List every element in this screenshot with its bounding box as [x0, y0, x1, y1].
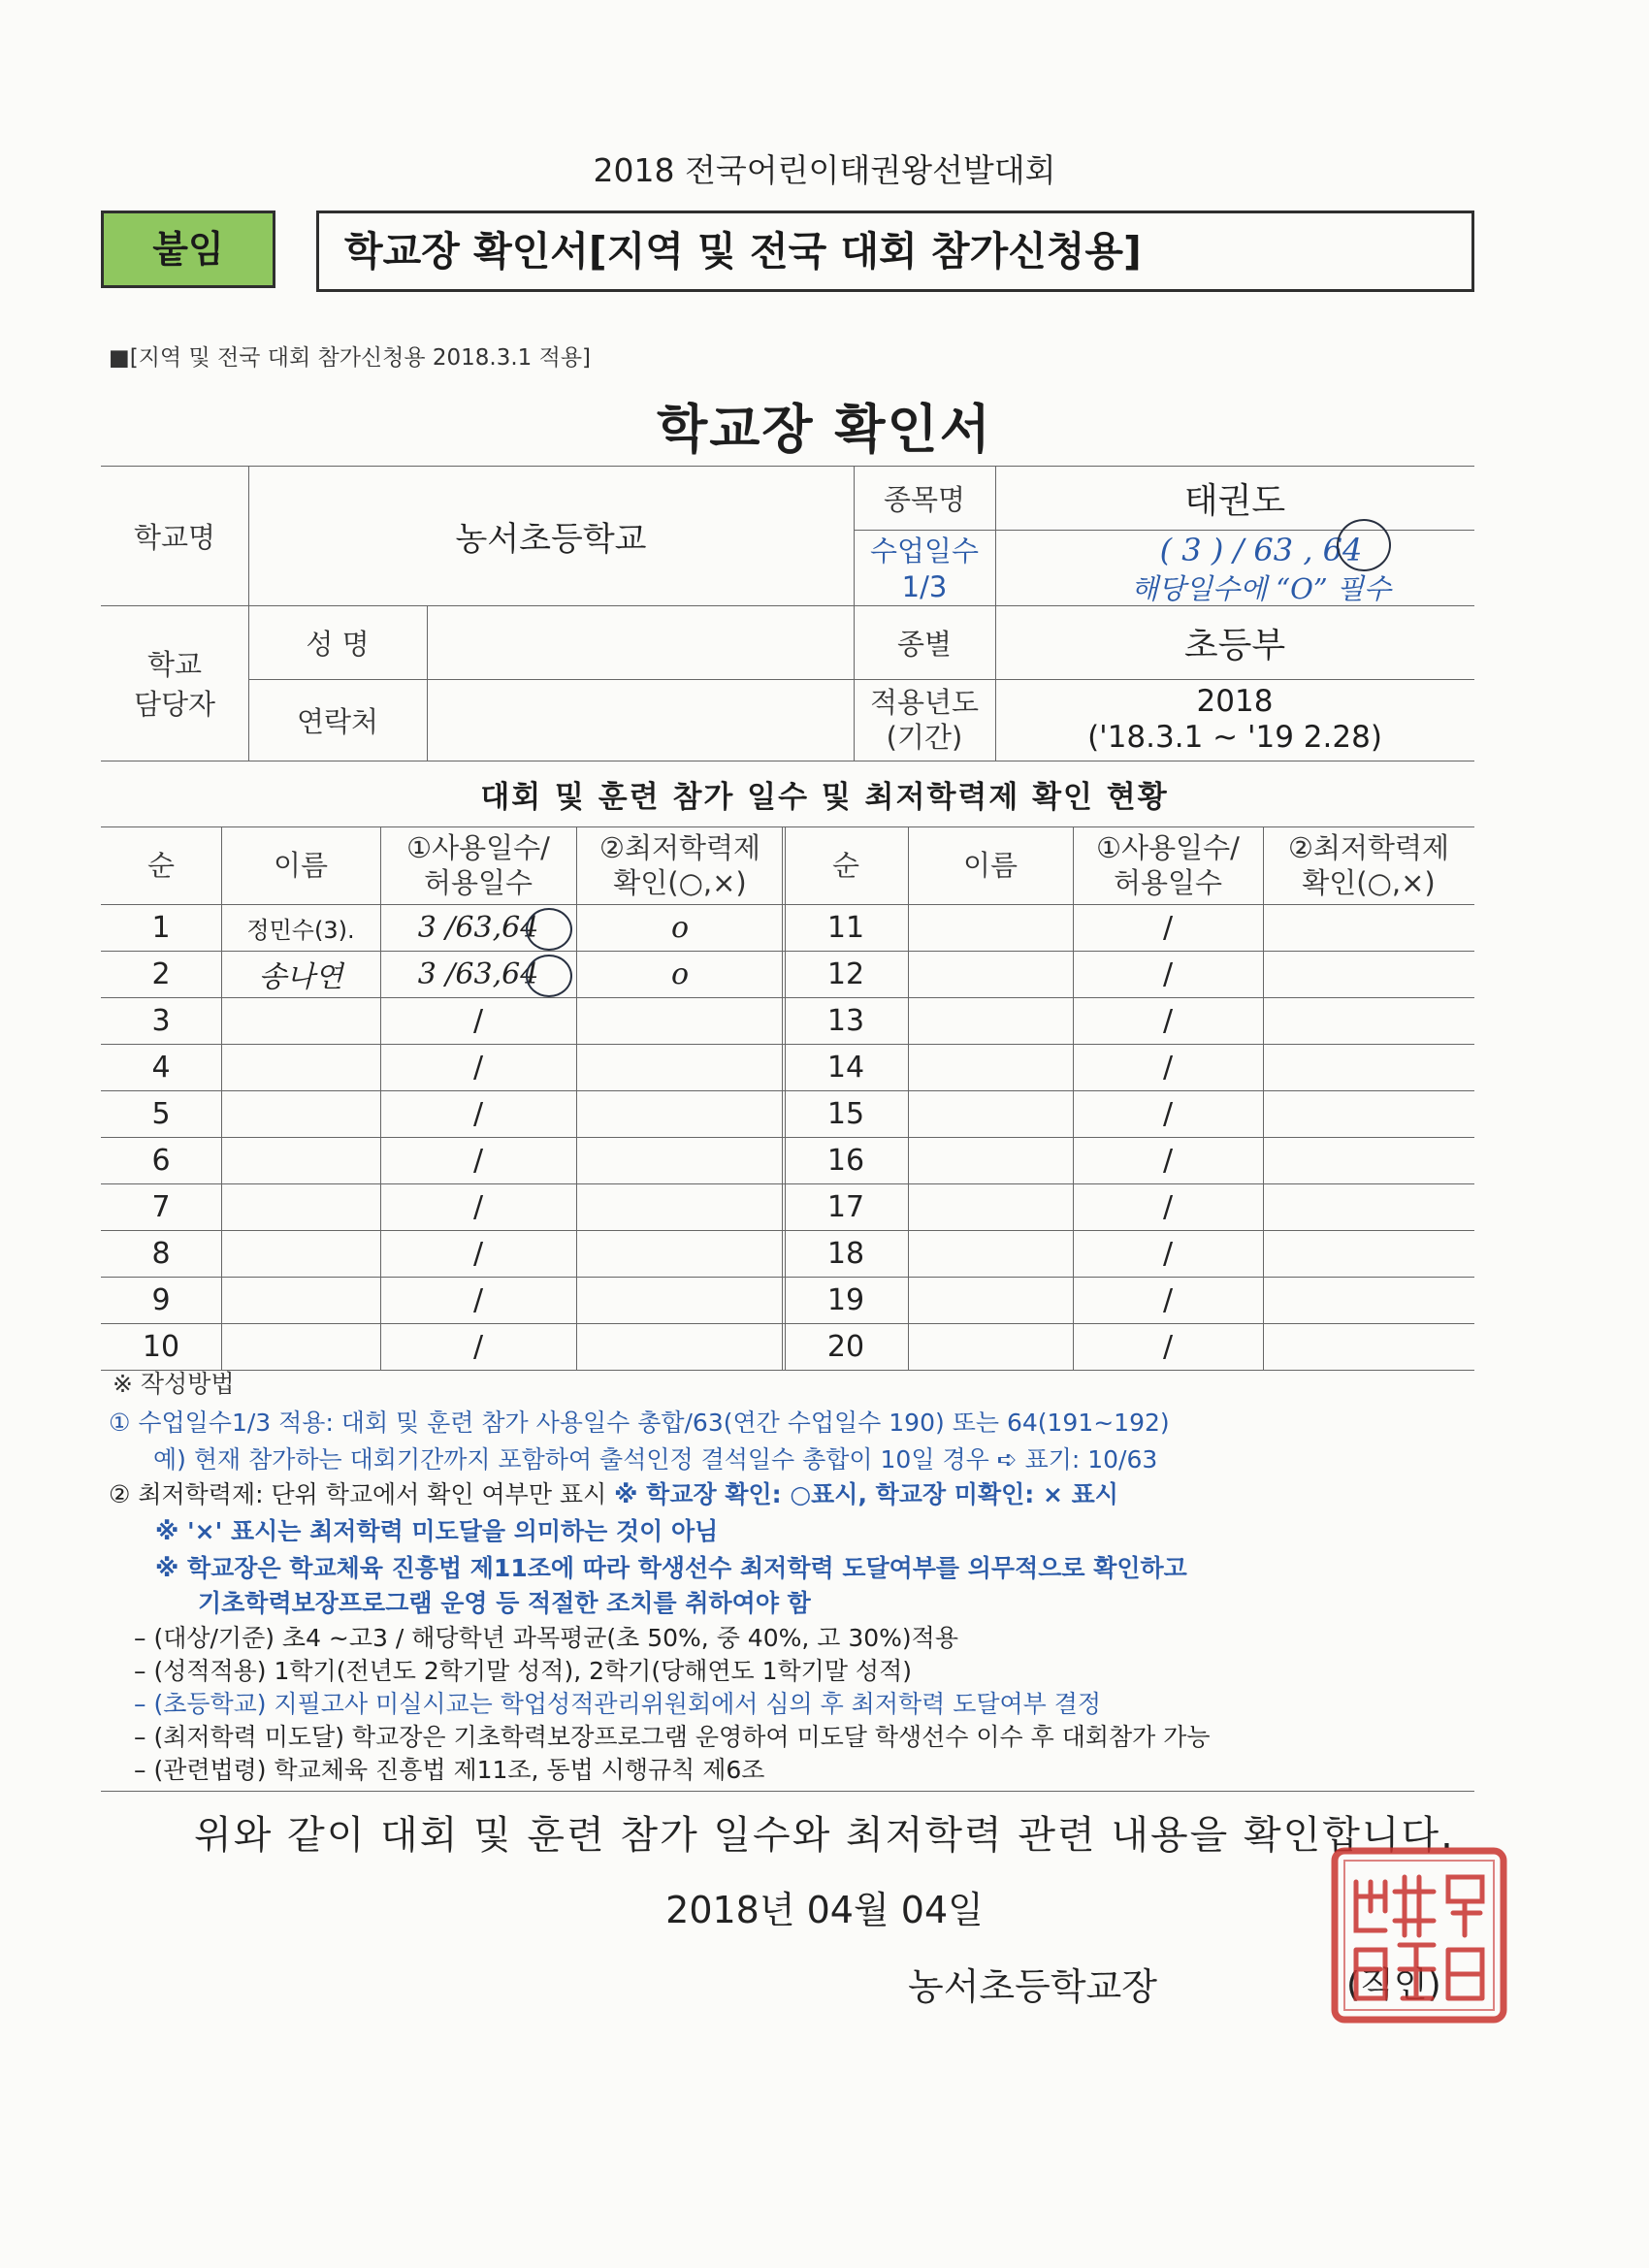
record-no: 11: [826, 910, 865, 945]
record-no: 6: [151, 1143, 171, 1178]
record-name: [221, 1090, 380, 1137]
record-days: /: [1162, 1096, 1174, 1131]
event-value: 태권도: [1183, 480, 1286, 521]
record-check: [576, 1090, 784, 1137]
record-days: /: [472, 1329, 484, 1364]
record-days: /: [1162, 956, 1174, 991]
instruction-line-1: ① 수업일수1/3 적용: 대회 및 훈련 참가 사용일수 총합/63(연간 수업일수 190) 또는 64(191~192): [109, 1409, 1170, 1437]
attachment-badge: 붙임: [101, 211, 275, 288]
record-name: [221, 997, 380, 1044]
instruction-line-4: ※ '×' 표시는 최저학력 미도달을 의미하는 것이 아님: [155, 1517, 719, 1545]
instruction-line-11: – (관련법령) 학교체육 진흥법 제11조, 동법 시행규칙 제6조: [134, 1756, 765, 1784]
school-name-value: 농서초등학교: [455, 519, 647, 559]
record-no: 18: [826, 1236, 865, 1271]
record-name: [221, 1137, 380, 1183]
record-check: [1263, 1090, 1474, 1137]
record-days: /: [472, 1143, 484, 1178]
record-days: /: [1162, 1236, 1174, 1271]
header-name-right: 이름: [962, 849, 1018, 882]
record-check: [576, 1044, 784, 1090]
records-section-title: 대회 및 훈련 참가 일수 및 최저학력제 확인 현황: [480, 780, 1169, 815]
record-no: 20: [826, 1329, 865, 1364]
record-no: 17: [826, 1189, 865, 1224]
record-check: [576, 1183, 784, 1230]
record-no: 12: [826, 956, 865, 991]
record-no: 14: [826, 1050, 865, 1085]
record-name: [221, 1183, 380, 1230]
record-name: [908, 1090, 1073, 1137]
record-check: [576, 1323, 784, 1370]
class-days-value: ( 3 ) / 63 , 64: [1159, 532, 1363, 568]
record-check: [1263, 904, 1474, 951]
record-days: /: [472, 1189, 484, 1224]
instructions-heading: ※ 작성방법: [113, 1370, 235, 1398]
record-check: [576, 1137, 784, 1183]
header-min-academic-check-right: ②최저학력제 확인(○,×): [1287, 831, 1450, 899]
name-value: [427, 605, 854, 679]
confirmation-statement: 위와 같이 대회 및 훈련 참가 일수와 최저학력 관련 내용을 확인합니다.: [194, 1813, 1455, 1858]
header-no-right: 순: [831, 849, 859, 882]
record-days: /: [472, 1096, 484, 1131]
record-name: [221, 1277, 380, 1323]
record-check: [1263, 1277, 1474, 1323]
header-no: 순: [146, 849, 175, 882]
record-check: [1263, 1183, 1474, 1230]
instruction-line-5: ※ 학교장은 학교체육 진흥법 제11조에 따라 학생선수 최저학력 도달여부를 의무적으로 확인하고: [155, 1554, 1187, 1582]
record-days: /: [1162, 1189, 1174, 1224]
selected-64-circle: [1337, 519, 1391, 571]
record-name: [908, 951, 1073, 997]
record-no: 15: [826, 1096, 865, 1131]
record-check: [1263, 951, 1474, 997]
record-check: [1263, 997, 1474, 1044]
instruction-line-7: – (대상/기준) 초4 ~고3 / 해당학년 과목평균(초 50%, 중 40%, 고 30%)적용: [134, 1624, 958, 1652]
year-label: 적용년도 (기간): [869, 686, 980, 754]
header-used-days: ①사용일수/ 허용일수: [406, 831, 550, 899]
record-name: 송나연: [258, 960, 343, 994]
record-name: [908, 1277, 1073, 1323]
record-days: /: [1162, 1329, 1174, 1364]
instruction-line-3: ② 최저학력제: 단위 학교에서 확인 여부만 표시 ※ 학교장 확인: ○표시, 학교장 미확인: × 표시: [109, 1480, 1118, 1508]
principal-name: 농서초등학교장: [908, 1965, 1157, 2008]
record-no: 3: [151, 1003, 171, 1038]
record-check: o: [670, 956, 690, 991]
class-days-ratio-label: 1/3: [901, 570, 948, 603]
record-check: [576, 997, 784, 1044]
seal-mark: (직인): [1346, 1965, 1441, 2005]
record-name: 정민수(3).: [246, 916, 355, 944]
instruction-line-6: 기초학력보장프로그램 운영 등 적절한 조치를 취하여야 함: [198, 1589, 811, 1617]
record-no: 9: [151, 1282, 171, 1317]
instruction-line-9: – (초등학교) 지필고사 미실시교는 학업성적관리위원회에서 심의 후 최저학력 도달여부 결정: [134, 1690, 1102, 1718]
record-days: 3 /63,64: [417, 956, 539, 991]
event-label: 종목명: [883, 482, 966, 516]
record-no: 5: [151, 1096, 171, 1131]
record-days: /: [1162, 1003, 1174, 1038]
header-used-days-right: ①사용일수/ 허용일수: [1096, 831, 1240, 899]
phone-value: [427, 679, 854, 761]
official-seal-stamp: [1327, 1843, 1511, 2027]
applies-note: ■[지역 및 전국 대회 참가신청용 2018.3.1 적용]: [109, 345, 592, 371]
record-no: 1: [151, 910, 171, 945]
class-days-note: 해당일수에 “O” 필수: [1131, 571, 1391, 605]
record-check: o: [670, 910, 690, 945]
record-name: [221, 1323, 380, 1370]
main-title: 학교장 확인서: [657, 399, 992, 460]
record-name: [908, 904, 1073, 951]
division-label: 종별: [896, 627, 953, 661]
record-days: /: [472, 1236, 484, 1271]
record-name: [221, 1044, 380, 1090]
record-check: [1263, 1137, 1474, 1183]
record-no: 13: [826, 1003, 865, 1038]
record-no: 19: [826, 1282, 865, 1317]
document-date: 2018년 04월 04일: [665, 1889, 984, 1931]
record-check: [1263, 1323, 1474, 1370]
record-days: /: [1162, 1050, 1174, 1085]
record-name: [908, 1183, 1073, 1230]
record-name: [221, 1230, 380, 1277]
record-no: 2: [151, 956, 171, 991]
division-value: 초등부: [1183, 625, 1286, 665]
record-no: 4: [151, 1050, 171, 1085]
record-check: [1263, 1230, 1474, 1277]
phone-label: 연락처: [296, 704, 379, 738]
record-days: /: [1162, 1282, 1174, 1317]
record-no: 7: [151, 1189, 171, 1224]
record-no: 10: [142, 1329, 180, 1364]
record-check: [576, 1230, 784, 1277]
record-name: [908, 1044, 1073, 1090]
record-check: [1263, 1044, 1474, 1090]
record-days: /: [472, 1050, 484, 1085]
record-name: [908, 1230, 1073, 1277]
name-label: 성 명: [306, 627, 370, 661]
record-check: [576, 1277, 784, 1323]
record-days: /: [472, 1282, 484, 1317]
record-no: 8: [151, 1236, 171, 1271]
year-value: 2018 ('18.3.1 ~ '19 2.28): [1087, 684, 1382, 755]
record-days: /: [472, 1003, 484, 1038]
instruction-line-10: – (최저학력 미도달) 학교장은 기초학력보장프로그램 운영하여 미도달 학생선수 이수 후 대회참가 가능: [134, 1723, 1211, 1751]
school-name-label: 학교명: [133, 520, 216, 554]
record-days: /: [1162, 910, 1174, 945]
record-days: /: [1162, 1143, 1174, 1178]
instruction-line-2: 예) 현재 참가하는 대회기간까지 포함하여 출석인정 결석일수 총합이 10일 경우 ➪ 표기: 10/63: [153, 1445, 1158, 1474]
record-days: 3 /63,64: [417, 910, 539, 945]
document-title: 학교장 확인서[지역 및 전국 대회 참가신청용]: [316, 211, 1474, 292]
instruction-line-8: – (성적적용) 1학기(전년도 2학기말 성적), 2학기(당해연도 1학기말 성적): [134, 1657, 912, 1685]
selected-64-circle: [526, 955, 572, 997]
event-title: 2018 전국어린이태권왕선발대회: [593, 151, 1056, 189]
record-name: [908, 1323, 1073, 1370]
record-name: [908, 1137, 1073, 1183]
header-min-academic-check: ②최저학력제 확인(○,×): [598, 831, 761, 899]
school-contact-person-label: 학교 담당자: [133, 648, 216, 721]
header-name: 이름: [273, 849, 329, 882]
record-no: 16: [826, 1143, 865, 1178]
class-days-label: 수업일수: [869, 534, 980, 567]
selected-64-circle: [526, 908, 572, 951]
record-name: [908, 997, 1073, 1044]
